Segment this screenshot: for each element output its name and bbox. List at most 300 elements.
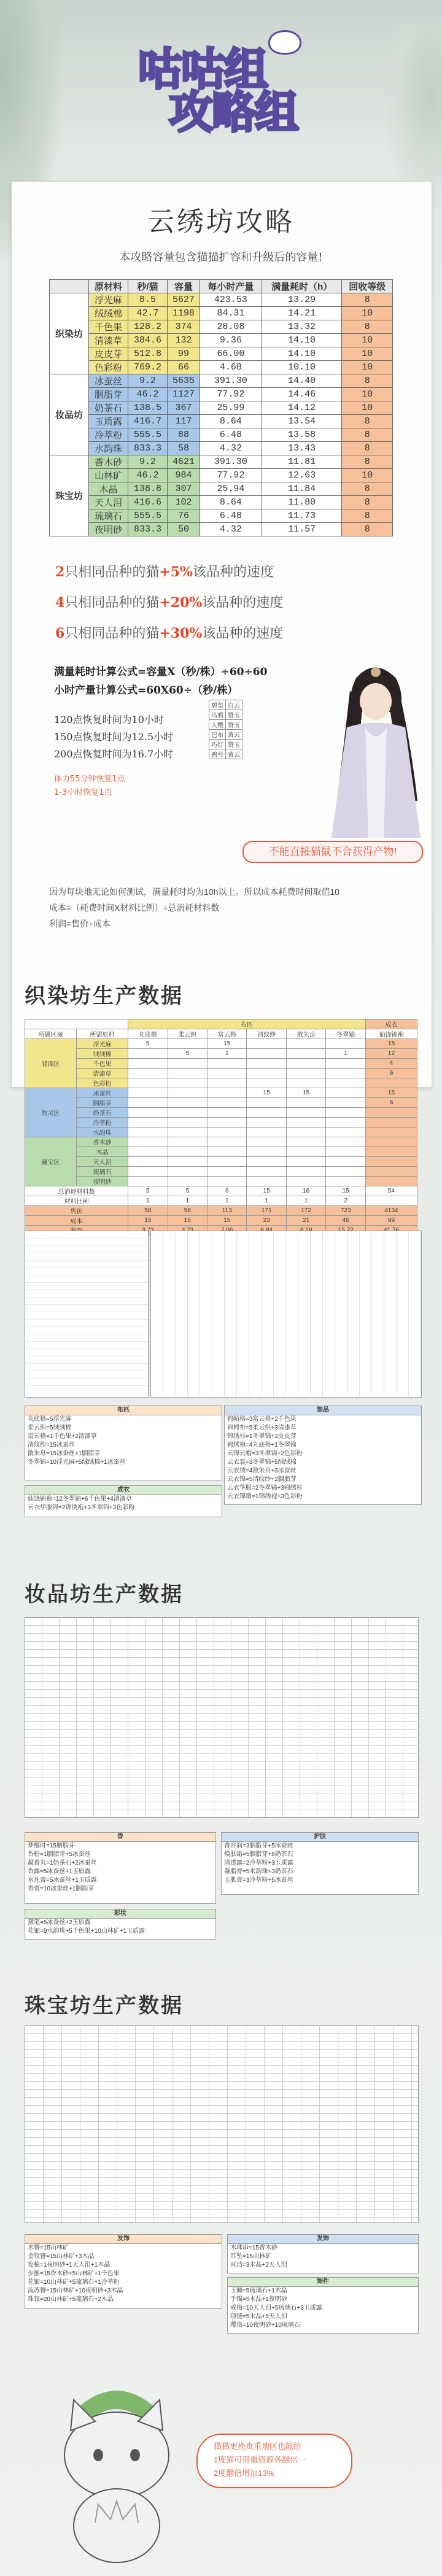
- mini-cell: 巧灯: [209, 740, 226, 749]
- recipe-line: 凝香丸=1奶茶石+2冰蚕丝: [28, 1860, 97, 1866]
- weaving-col-header: 丸底格: [128, 1029, 168, 1039]
- material-cell: 84.31: [200, 307, 262, 320]
- material-cell: 9.2: [128, 374, 168, 388]
- weaving-cell: [286, 1177, 325, 1186]
- material-name: 绒绒棉: [89, 307, 128, 320]
- recipe-line: 步摇=15香木砂+5山林矿+1千色果: [28, 2270, 120, 2277]
- weaving-cell: 1: [207, 1049, 247, 1059]
- speed-tip-1: 2只相同品种的猫+5%该品种的速度: [55, 564, 274, 580]
- materials-row: [50, 361, 393, 374]
- recipe-line: 耳坠=15山林矿: [230, 2253, 271, 2260]
- mini-cell: 黄云: [226, 730, 242, 740]
- material-cell: 769.2: [128, 361, 168, 374]
- material-cell: 128.2: [128, 320, 168, 334]
- material-cell: 9.2: [128, 455, 168, 469]
- weaving-summary-cell: 113: [207, 1206, 247, 1216]
- handwritten-note-1: 体力55分钟恢复1点: [54, 775, 125, 784]
- recipe-line: 锦棉布=5柔云织+3清漆草: [227, 1425, 297, 1431]
- mini-row: [209, 749, 242, 759]
- weaving-cell: [365, 1108, 417, 1118]
- weaving-cell: [365, 1137, 417, 1147]
- weaving-row: [25, 1059, 417, 1069]
- weaving-cell: [286, 1059, 325, 1069]
- section-title-jewelry: 珠宝坊生产数据: [25, 1994, 184, 2018]
- weaving-cell: [286, 1157, 325, 1167]
- weaving-cell: 5: [128, 1039, 168, 1049]
- weaving-summary-cell: 5: [128, 1186, 168, 1196]
- material-cell: 13.54: [262, 415, 342, 428]
- col-header: 满量耗时（h）: [262, 280, 342, 293]
- recipe-line: 仙饶锦袍=12冬翠锦+6千色果+4清漆草: [28, 1496, 132, 1503]
- jewelry-table: [25, 2025, 419, 2223]
- weaving-cell: [326, 1177, 365, 1186]
- recipe-line: 璎珞=10夜明砂+10琉璃石: [230, 2322, 300, 2329]
- weaving-row: [25, 1157, 417, 1167]
- materials-row: [50, 442, 393, 455]
- tip-bubble: [196, 2434, 352, 2488]
- formula-hourly: 小时产量计算公式=60X60÷（秒/株）: [54, 684, 238, 697]
- weaving-cell: [128, 1147, 168, 1157]
- material-cell: 4621: [168, 455, 200, 469]
- weaving-cell: [207, 1108, 247, 1118]
- mini-row: [209, 710, 242, 720]
- recipe-line: 云锦云帽=3冬翠锦+2色彩粉: [227, 1450, 303, 1457]
- material-cell: 50: [168, 523, 200, 536]
- weaving-cell: 6: [365, 1098, 417, 1108]
- weaving-row: [25, 1137, 417, 1147]
- group-label: 珠宝坊: [50, 455, 89, 536]
- material-cell: 4.68: [200, 361, 262, 374]
- weaving-cell: 6: [365, 1069, 417, 1078]
- weaving-area-label: 背面区: [25, 1039, 77, 1088]
- material-cell: 8: [342, 415, 393, 428]
- recipe-line: 玉佩=5琉璃石+1木晶: [230, 2288, 287, 2294]
- material-cell: 4.32: [200, 442, 262, 455]
- material-cell: 9.36: [200, 334, 262, 347]
- weaving-top-empty: [25, 1019, 128, 1029]
- material-cell: 11.84: [262, 482, 342, 496]
- weaving-cell: [247, 1059, 286, 1069]
- recipe-line: 柔云织=5绒绒棉: [28, 1425, 72, 1431]
- weaving-row: [25, 1078, 417, 1088]
- weaving-cell: [326, 1118, 365, 1127]
- weaving-cell: [326, 1137, 365, 1147]
- weaving-summary-cell: 1: [128, 1196, 168, 1206]
- material-cell: 13.29: [262, 293, 342, 307]
- materials-row: [50, 415, 393, 428]
- weaving-cell: [207, 1177, 247, 1186]
- weaving-col-header: 富云格: [207, 1029, 247, 1039]
- weaving-cell: [207, 1157, 247, 1167]
- material-name: 夜明砂: [89, 523, 128, 536]
- weaving-cell: 1: [326, 1049, 365, 1059]
- weaving-cell: [207, 1147, 247, 1157]
- col-header: 原材料: [89, 280, 128, 293]
- material-cell: 10: [342, 307, 393, 320]
- materials-table: [49, 279, 393, 536]
- recipe-line: 耳珰=3木晶+2天人泪: [230, 2262, 287, 2269]
- weaving-summary-cell: 723: [326, 1206, 365, 1216]
- character-portrait: [319, 654, 430, 838]
- weaving-summary-cell: 23: [247, 1216, 286, 1226]
- material-cell: 66: [168, 361, 200, 374]
- mini-row: [209, 700, 242, 710]
- weaving-summary-cell: 1: [247, 1196, 286, 1206]
- weaving-cell: [128, 1108, 168, 1118]
- weaving-cell: [128, 1059, 168, 1069]
- weaving-summary-cell: 172: [286, 1206, 325, 1216]
- recipe-line: 云衣绒=4散朱帛+3冰蚕丝: [227, 1468, 297, 1474]
- mini-cell: 乌鸦: [209, 710, 226, 720]
- mini-cell: 黄云: [226, 749, 242, 759]
- weaving-cell: [286, 1098, 325, 1108]
- weaving-cell: [168, 1167, 207, 1177]
- weaving-cell: 12: [365, 1049, 417, 1059]
- material-name: 水韵珠: [89, 442, 128, 455]
- weaving-summary-row: [25, 1206, 417, 1216]
- material-cell: 11.81: [262, 455, 342, 469]
- jewelry-box-hair: [25, 2234, 222, 2309]
- material-name: 山林矿: [89, 469, 128, 482]
- weaving-cell: [207, 1137, 247, 1147]
- weaving-material: 冷萃粉: [77, 1118, 128, 1127]
- material-cell: 391.30: [200, 455, 262, 469]
- recipe-line: 清纹纱=15冰蚕丝: [28, 1442, 75, 1449]
- material-cell: 10: [342, 388, 393, 401]
- weaving-row: [25, 1177, 417, 1186]
- weaving-cell: 15: [207, 1039, 247, 1049]
- weaving-area-label: 藏宝区: [25, 1137, 77, 1186]
- weaving-row: [25, 1167, 417, 1177]
- col-header: 容量: [168, 280, 200, 293]
- makeup-box-scent: [25, 1832, 216, 1904]
- weaving-col-header: 冬翠锦: [326, 1029, 365, 1039]
- speed-tip-3: 6只相同品种的猫+30%该品种的速度: [55, 625, 284, 641]
- weaving-cell: [326, 1088, 365, 1098]
- recipe-line: 花钿=9水韵珠+5千色果+10山林矿+1玉质露: [28, 1928, 145, 1935]
- weaving-material: 天人泪: [77, 1157, 128, 1167]
- weaving-summary-cell: 21: [286, 1216, 325, 1226]
- mini-cell: 白云: [226, 700, 242, 710]
- weaving-cell: 15: [247, 1088, 286, 1098]
- recipe-line: 花钿=10山林矿+5琉璃石+1冷萃粉: [28, 2279, 120, 2286]
- materials-table-header: [50, 280, 393, 293]
- material-cell: 10: [342, 401, 393, 415]
- logo-line-2: 攻略组: [169, 87, 298, 138]
- weaving-top-row: [25, 1019, 417, 1029]
- material-cell: 416.7: [128, 415, 168, 428]
- weaving-row: [25, 1098, 417, 1108]
- weaving-summary-cell: 5: [168, 1186, 207, 1196]
- weaving-cell: 15: [286, 1088, 325, 1098]
- weaving-cell: [286, 1069, 325, 1078]
- material-cell: 138.5: [128, 401, 168, 415]
- formula-full-time: 满量耗时计算公式=容量X（秒/株）÷60÷60: [54, 666, 268, 678]
- logo-line-1: 咕咕组: [138, 44, 268, 95]
- weaving-material: 水韵珠: [77, 1127, 128, 1137]
- recipe-box-title: 香: [25, 1833, 215, 1842]
- weaving-cell: [128, 1088, 168, 1098]
- weaving-cell: [326, 1167, 365, 1177]
- materials-row: [50, 334, 393, 347]
- mini-cell: 赞玉: [226, 710, 242, 720]
- material-cell: 1198: [168, 307, 200, 320]
- weaving-row: [25, 1069, 417, 1078]
- weaving-material: 香木砂: [77, 1137, 128, 1147]
- material-cell: 10: [342, 361, 393, 374]
- recipe-box-accessory: [224, 1406, 422, 1505]
- recipe-line: 流苏簪=15山林矿+10夜明砂+3木晶: [28, 2288, 123, 2294]
- recipe-box-clothing: [25, 1485, 222, 1517]
- weaving-col-header: 柔云织: [168, 1029, 207, 1039]
- material-cell: 138.8: [128, 482, 168, 496]
- material-cell: 833.3: [128, 442, 168, 455]
- weaving-summary-cell: 54: [365, 1186, 417, 1196]
- weaving-cell: [365, 1118, 417, 1127]
- material-cell: 66.00: [200, 347, 262, 361]
- material-name: 千色果: [89, 320, 128, 334]
- weaving-cell: [168, 1059, 207, 1069]
- weaving-cell: [326, 1078, 365, 1088]
- weaving-summary-cell: 1: [168, 1196, 207, 1206]
- weaving-cell: [128, 1137, 168, 1147]
- materials-row: [50, 523, 393, 536]
- weaving-cell: [286, 1137, 325, 1147]
- material-cell: 8: [342, 442, 393, 455]
- weaving-material: 千色果: [77, 1059, 128, 1069]
- material-cell: 102: [168, 496, 200, 509]
- material-cell: 25.94: [200, 482, 262, 496]
- recipe-line: 清透露=2冷萃粉+3玉质露: [224, 1860, 293, 1866]
- material-cell: 10: [342, 334, 393, 347]
- material-cell: 391.30: [200, 374, 262, 388]
- weaving-cell: [286, 1078, 325, 1088]
- recipe-line: 云衣华服锦=2锦绣袍+3冬翠锦+3色彩粉: [28, 1504, 135, 1511]
- weaving-cell: [286, 1118, 325, 1127]
- weaving-material: 琉璃石: [77, 1167, 128, 1177]
- materials-row: [50, 428, 393, 442]
- material-cell: 8: [342, 455, 393, 469]
- material-cell: 984: [168, 469, 200, 482]
- material-cell: 555.5: [128, 509, 168, 523]
- material-cell: 8: [342, 374, 393, 388]
- weaving-top-cloth: 布匹: [128, 1019, 366, 1029]
- weaving-cell: [168, 1137, 207, 1147]
- recipe-line: 富云格=1千色果+2清漆草: [28, 1433, 97, 1440]
- material-cell: 42.7: [128, 307, 168, 320]
- material-cell: 12.63: [262, 469, 342, 482]
- section-title-weaving: 织染坊生产数据: [25, 984, 184, 1008]
- weaving-summary-cell: 15: [128, 1216, 168, 1226]
- weaving-cell: [365, 1177, 417, 1186]
- material-cell: 14.12: [262, 401, 342, 415]
- material-cell: 14.40: [262, 374, 342, 388]
- mini-row: [209, 740, 242, 749]
- weaving-col-header: 所属区域: [25, 1029, 77, 1039]
- weaving-summary-label: 售价: [25, 1206, 128, 1216]
- group-label: 织染坊: [50, 293, 89, 374]
- materials-row: [50, 347, 393, 361]
- weaving-material: 奶茶石: [77, 1108, 128, 1118]
- weaving-cell: [207, 1059, 247, 1069]
- materials-row: [50, 307, 393, 320]
- weaving-cell: [326, 1127, 365, 1137]
- col-group: [50, 280, 89, 293]
- material-cell: 307: [168, 482, 200, 496]
- recipe-box-title: 成衣: [25, 1486, 222, 1495]
- weaving-material: 绒绒棉: [77, 1049, 128, 1059]
- materials-row: [50, 455, 393, 469]
- weaving-cell: [247, 1049, 286, 1059]
- material-name: 天人泪: [89, 496, 128, 509]
- tip-line-2: 1度猫可贵重资源各翻倍一: [214, 2455, 306, 2464]
- weaving-summary-cell: 56: [168, 1206, 207, 1216]
- weaving-cell: [128, 1167, 168, 1177]
- weaving-summary-cell: 1: [286, 1196, 325, 1206]
- material-cell: 374: [168, 320, 200, 334]
- recipe-line: 水凡膏=5冰蚕丝+1玉质露: [28, 1877, 97, 1884]
- weaving-cell: 5: [168, 1049, 207, 1059]
- material-name: 浮光麻: [89, 293, 128, 307]
- page-title: 云绣坊攻略: [147, 206, 295, 238]
- weaving-col-header: 所需原料: [77, 1029, 128, 1039]
- weaving-cell: [168, 1157, 207, 1167]
- material-cell: 14.21: [262, 307, 342, 320]
- recipe-line: 云衣锦=5清纹纱+2胭脂芽: [227, 1476, 297, 1483]
- material-cell: 8: [342, 428, 393, 442]
- recipe-line: 云衣锦缎=1锦绣袍+3色彩粉: [227, 1493, 303, 1500]
- mini-cell: 赞玉: [226, 720, 242, 730]
- weaving-col-header: 仙饶锦袍: [365, 1029, 417, 1039]
- recovery-150: 150点恢复时间为12.5小时: [54, 731, 174, 743]
- weaving-cell: [128, 1049, 168, 1059]
- weaving-cell: [326, 1059, 365, 1069]
- material-cell: 58: [168, 442, 200, 455]
- weaving-cell: [365, 1127, 417, 1137]
- material-cell: 8: [342, 496, 393, 509]
- material-cell: 13.58: [262, 428, 342, 442]
- recipe-line: 项链=5木晶+5天人泪: [230, 2313, 287, 2320]
- material-cell: 76: [168, 509, 200, 523]
- weaving-material: 浮光麻: [77, 1039, 128, 1049]
- weaving-cell: [247, 1078, 286, 1088]
- group-label: 妆品坊: [50, 374, 89, 455]
- weaving-material: 冰蚕丝: [77, 1088, 128, 1098]
- materials-row: [50, 401, 393, 415]
- recipe-line: 金钗簪=15山林矿+3木晶: [28, 2253, 95, 2260]
- weaving-cell: [207, 1069, 247, 1078]
- recipe-line: 手镯=5木晶+1夜明砂: [230, 2296, 287, 2303]
- weaving-cell: [247, 1039, 286, 1049]
- material-cell: 10: [342, 469, 393, 482]
- recipe-line: 香露=5冰蚕丝+1玉质露: [28, 1868, 91, 1875]
- weaving-summary-cell: 15: [168, 1216, 207, 1226]
- material-cell: 8.5: [128, 293, 168, 307]
- weaving-cell: [286, 1049, 325, 1059]
- weaving-cell: [207, 1118, 247, 1127]
- recipe-box-title: 护肤: [222, 1833, 418, 1842]
- weaving-material: 清漆草: [77, 1069, 128, 1078]
- material-cell: 1127: [168, 388, 200, 401]
- material-cell: 14.10: [262, 347, 342, 361]
- tip-line-1: 猫猫更换贵重地区也能给: [214, 2442, 302, 2451]
- recovery-200: 200点恢复时间为16.7小时: [54, 748, 174, 760]
- weaving-summary-cell: 171: [247, 1206, 286, 1216]
- weaving-row: [25, 1118, 417, 1127]
- weaving-summary-cell: 2: [326, 1196, 365, 1206]
- bird-icon: [268, 30, 301, 55]
- material-name: 香木砂: [89, 455, 128, 469]
- material-cell: 512.8: [128, 347, 168, 361]
- recipe-line: 锦帕格=3富云格+2千色果: [227, 1416, 297, 1423]
- weaving-cell: [247, 1069, 286, 1078]
- cat-mascot: [37, 2381, 196, 2566]
- weaving-summary-cell: [365, 1196, 417, 1206]
- weaving-row: [25, 1049, 417, 1059]
- weaving-summary-row: [25, 1196, 417, 1206]
- recipe-line: 冬翠锦=10浮光麻+5绒绒棉+1冰蚕丝: [28, 1459, 126, 1466]
- material-cell: 10.10: [262, 361, 342, 374]
- weaving-cell: [365, 1147, 417, 1157]
- weaving-cell: [286, 1147, 325, 1157]
- weaving-summary-cell: 1: [207, 1196, 247, 1206]
- weaving-cell: [128, 1127, 168, 1137]
- weaving-cell: [168, 1108, 207, 1118]
- recipe-box-title: 发饰: [228, 2235, 418, 2244]
- material-cell: 5635: [168, 374, 200, 388]
- col-header: 每小时产量: [200, 280, 262, 293]
- note-line-1: 因为每块地无论如何测试，满量耗时均为10h以上。所以成本耗费时间取值10: [49, 887, 339, 897]
- recipe-line: 锦绣衫=1冬翠锦+2皮皮芽: [227, 1433, 297, 1440]
- material-name: 冷萃粉: [89, 428, 128, 442]
- material-cell: 132: [168, 334, 200, 347]
- weaving-cell: [128, 1098, 168, 1108]
- material-cell: 423.53: [200, 293, 262, 307]
- recipe-line: 凝脂膏=5水韵珠+3奶茶石: [224, 1868, 293, 1875]
- material-cell: 88: [168, 428, 200, 442]
- material-cell: 4.32: [200, 523, 262, 536]
- weaving-cell: [247, 1137, 286, 1147]
- weaving-summary-label: 材料比例: [25, 1196, 128, 1206]
- weaving-cell: [128, 1069, 168, 1078]
- material-cell: 28.08: [200, 320, 262, 334]
- weaving-area-label: 牧灵区: [25, 1088, 77, 1137]
- handwritten-note-2: 1-3小时恢复1点: [54, 788, 112, 797]
- weaving-summary-cell: 16: [286, 1186, 325, 1196]
- material-cell: 833.3: [128, 523, 168, 536]
- recipe-line: 木珠串=15香木砂: [230, 2245, 277, 2251]
- weaving-cell: [207, 1078, 247, 1088]
- tip-line-3: 2度翻倍增加13%: [214, 2469, 274, 2478]
- weaving-cell: [247, 1098, 286, 1108]
- material-cell: 46.2: [128, 388, 168, 401]
- material-cell: 10: [342, 347, 393, 361]
- note-line-2: 成本=（耗费时间X材料比例）÷总消耗材料数: [49, 903, 220, 913]
- mini-cell: 入樱: [209, 720, 226, 730]
- weaving-details-grid: [150, 1231, 422, 1398]
- weaving-row: [25, 1147, 417, 1157]
- weaving-cell: [207, 1167, 247, 1177]
- weaving-row: [25, 1039, 417, 1049]
- weaving-cell: [286, 1167, 325, 1177]
- weaving-col-header: 清纹纱: [247, 1029, 286, 1039]
- weaving-summary-cell: 15: [247, 1186, 286, 1196]
- weaving-summary-row: [25, 1186, 417, 1196]
- weaving-cell: [286, 1108, 325, 1118]
- page-subtitle: 本攻略容量包含猫猫扩容和升级后的容量!: [119, 251, 323, 264]
- materials-row: [50, 509, 393, 523]
- weaving-col-header: 散朱帛: [286, 1029, 325, 1039]
